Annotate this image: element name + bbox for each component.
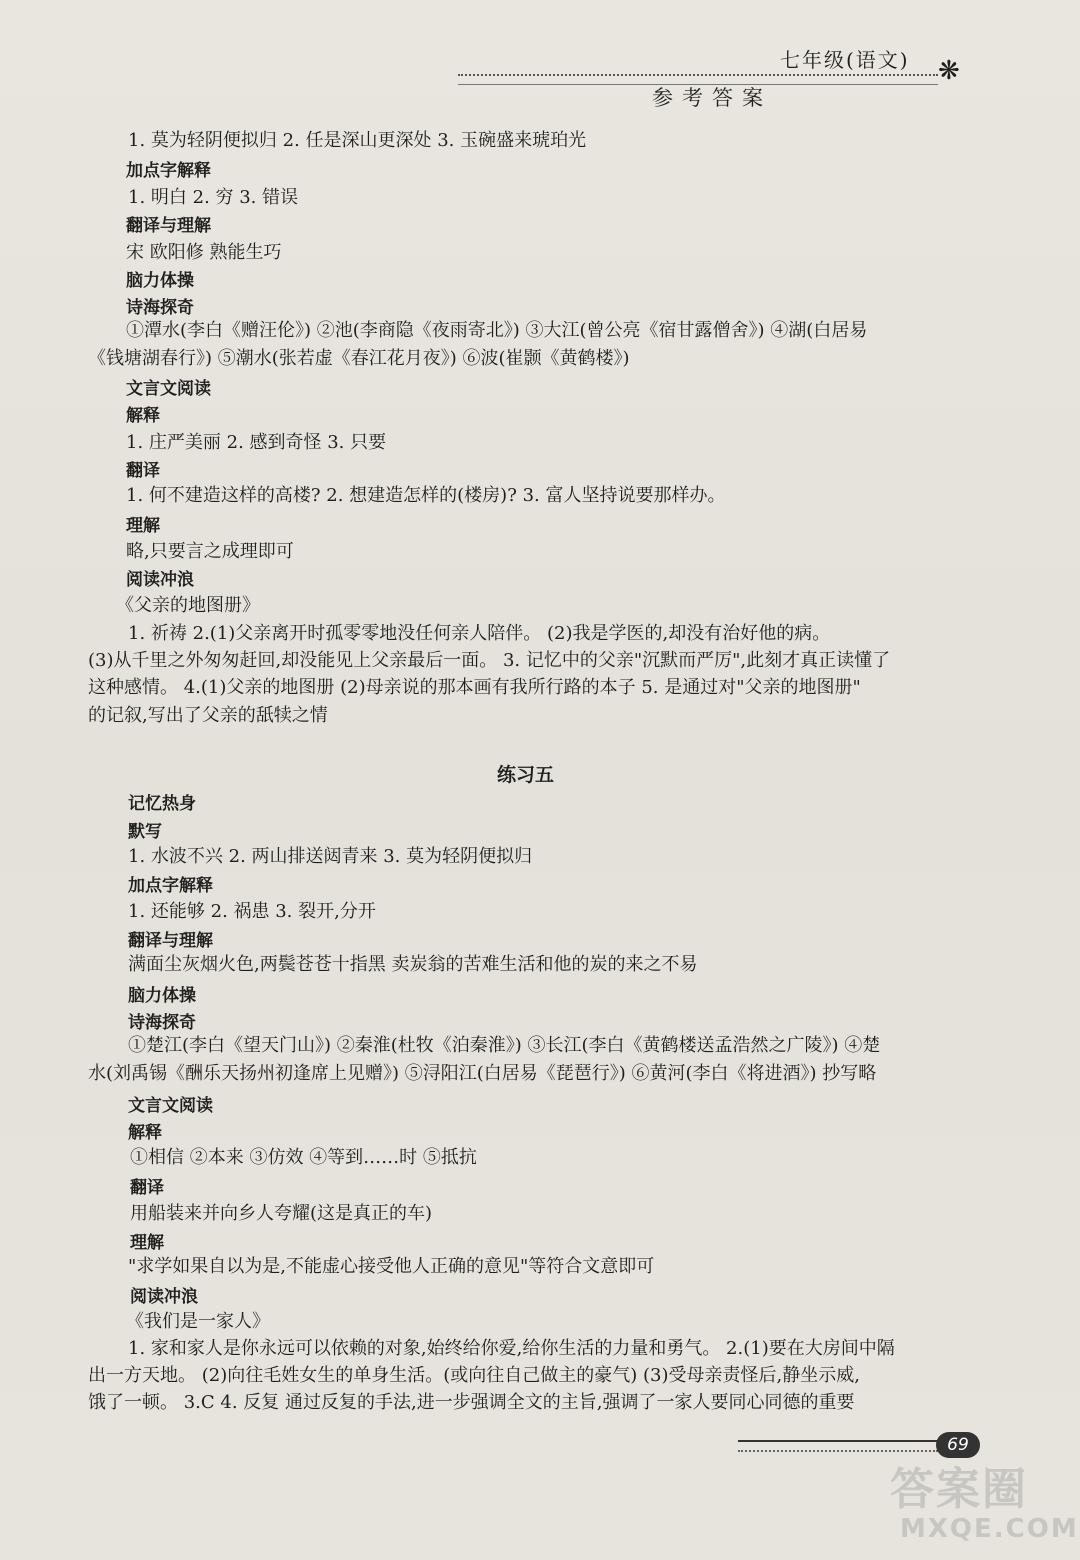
- subheading: 解释: [128, 1123, 162, 1143]
- subheading: 加点字解释: [128, 876, 213, 896]
- answer-line: 的记叙,写出了父亲的舐犊之情: [88, 705, 328, 726]
- answer-line: (3)从千里之外匆匆赶回,却没能见上父亲最后一面。 3. 记忆中的父亲"沉默而严厉",此刻才真正读懂了: [88, 650, 891, 671]
- watermark-logo: [890, 1466, 1079, 1544]
- subheading: 文言文阅读: [126, 379, 211, 399]
- subheading: 理解: [126, 516, 160, 536]
- answer-line: 1. 何不建造这样的高楼? 2. 想建造怎样的(楼房)? 3. 富人坚持说要那样办。: [126, 485, 726, 506]
- answer-line: 1. 还能够 2. 祸患 3. 裂开,分开: [128, 901, 376, 922]
- page-title: 参考答案: [652, 86, 772, 110]
- subheading: 文言文阅读: [128, 1096, 213, 1116]
- answer-line: 略,只要言之成理即可: [126, 541, 294, 562]
- answer-line: 《我们是一家人》: [126, 1311, 270, 1332]
- answer-line: 水(刘禹锡《酬乐天扬州初逢席上见赠》) ⑤浔阳江(白居易《琵琶行》) ⑥黄河(李白《将进酒》) 抄写略: [88, 1063, 877, 1084]
- page-number: 69: [936, 1432, 980, 1458]
- watermark-url: MXQE.COM: [900, 1514, 1079, 1544]
- answer-line: 宋 欧阳修 熟能生巧: [126, 242, 282, 263]
- answer-line: 1. 庄严美丽 2. 感到奇怪 3. 只要: [126, 432, 387, 453]
- answer-line: 饿了一顿。 3.C 4. 反复 通过反复的手法,进一步强调全文的主旨,强调了一家人要同心同德的重要: [88, 1392, 855, 1413]
- subheading: 脑力体操: [128, 986, 196, 1006]
- flower-ornament-icon: ❋: [938, 56, 960, 86]
- subheading: 脑力体操: [126, 271, 194, 291]
- subheading: 诗海探奇: [128, 1013, 196, 1033]
- subheading: 阅读冲浪: [126, 570, 194, 590]
- answer-line: 这种感情。 4.(1)父亲的地图册 (2)母亲说的那本画有我所行路的本子 5. 是通过对"父亲的地图册": [88, 677, 861, 698]
- subheading: 默写: [128, 822, 162, 842]
- subheading: 诗海探奇: [126, 298, 194, 318]
- watermark-text: 答案圈: [890, 1464, 1028, 1515]
- subheading: 翻译: [126, 461, 160, 481]
- header-grade: 七年级(语文): [780, 48, 910, 72]
- footer-divider: [738, 1440, 938, 1452]
- answer-line: 1. 明白 2. 穷 3. 错误: [128, 187, 299, 208]
- answer-line: 用船装来并向乡人夸耀(这是真正的车): [130, 1203, 433, 1224]
- answer-line: 1. 水波不兴 2. 两山排送闼青来 3. 莫为轻阴便拟归: [128, 846, 533, 867]
- answer-line: "求学如果自以为是,不能虚心接受他人正确的意见"等符合文意即可: [128, 1256, 655, 1277]
- answer-line: 1. 家和家人是你永远可以依赖的对象,始终给你爱,给你生活的力量和勇气。 2.(1)要在大房间中隔: [128, 1338, 895, 1359]
- answer-line: 1. 祈祷 2.(1)父亲离开时孤零零地没任何亲人陪伴。 (2)我是学医的,却没有治好他的病。: [128, 623, 831, 644]
- answer-line: 《父亲的地图册》: [116, 595, 260, 616]
- subheading: 阅读冲浪: [130, 1287, 198, 1307]
- subheading: 加点字解释: [126, 161, 211, 181]
- subheading: 翻译: [130, 1178, 164, 1198]
- answer-line: 满面尘灰烟火色,两鬓苍苍十指黑 卖炭翁的苦难生活和他的炭的来之不易: [128, 954, 698, 975]
- subheading: 翻译与理解: [128, 931, 213, 951]
- answer-line: 《钱塘湖春行》) ⑤潮水(张若虚《春江花月夜》) ⑥波(崔颢《黄鹤楼》): [88, 348, 630, 369]
- subheading: 解释: [126, 406, 160, 426]
- subheading: 记忆热身: [128, 794, 196, 814]
- answer-line: ①相信 ②本来 ③仿效 ④等到……时 ⑤抵抗: [130, 1147, 477, 1168]
- subheading: 翻译与理解: [126, 216, 211, 236]
- answer-line: ①潭水(李白《赠汪伦》) ②池(李商隐《夜雨寄北》) ③大江(曾公亮《宿甘露僧舍》) ④湖(白居易: [126, 320, 868, 341]
- answer-line: 出一方天地。 (2)向往毛姓女生的单身生活。(或向往自己做主的豪气) (3)受母亲责怪后,静坐示威,: [88, 1365, 860, 1386]
- section-title: 练习五: [497, 764, 555, 786]
- subheading: 理解: [130, 1233, 164, 1253]
- answer-line: ①楚江(李白《望天门山》) ②秦淮(杜牧《泊秦淮》) ③长江(李白《黄鹤楼送孟浩然之广陵》) ④楚: [128, 1035, 881, 1056]
- answer-line: 1. 莫为轻阴便拟归 2. 任是深山更深处 3. 玉碗盛来琥珀光: [128, 130, 587, 151]
